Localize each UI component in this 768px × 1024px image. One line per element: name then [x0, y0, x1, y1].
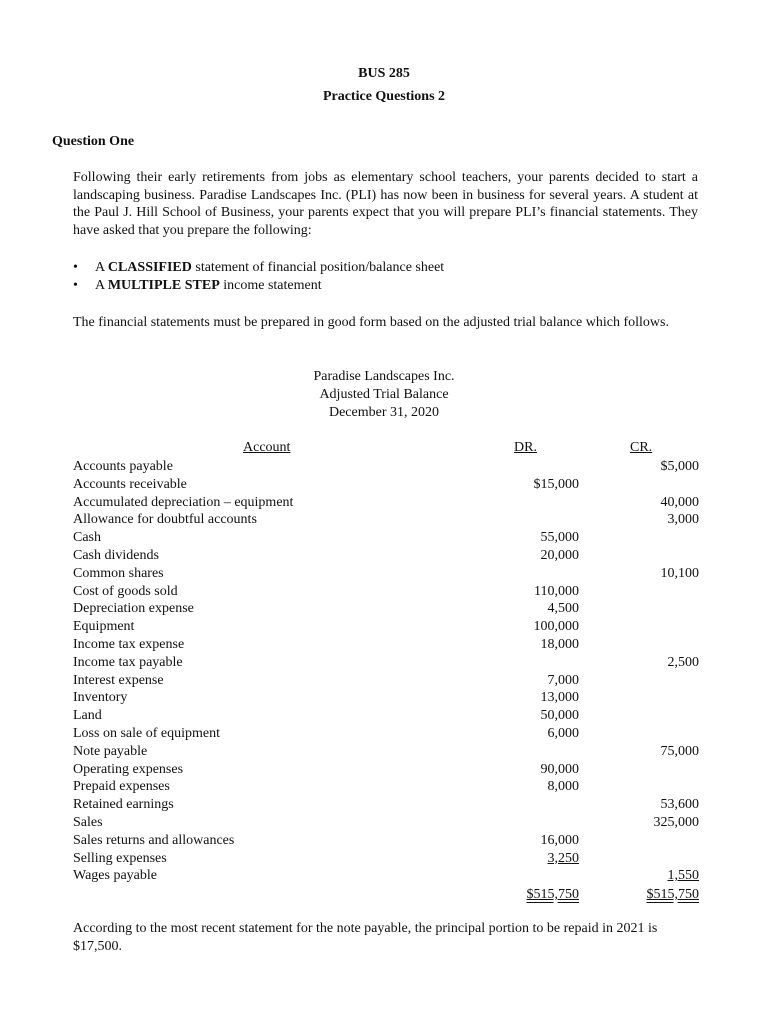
debit-amount: 3,250: [547, 850, 579, 866]
table-row: [73, 778, 699, 796]
account-name: Accounts receivable: [73, 476, 187, 492]
table-row: [73, 832, 699, 850]
account-name: Interest expense: [73, 672, 164, 688]
credit-amount: 3,000: [667, 512, 699, 528]
table-row: [73, 761, 699, 779]
account-name: Retained earnings: [73, 797, 174, 813]
table-row: [73, 743, 699, 761]
credit-amount: 1,550: [667, 868, 699, 884]
credit-amount: 53,600: [660, 797, 699, 813]
account-name: Accumulated depreciation – equipment: [73, 494, 294, 510]
credit-amount: 2,500: [667, 654, 699, 670]
debit-amount: 13,000: [540, 690, 579, 706]
account-name: Accounts payable: [73, 459, 173, 474]
account-name: Common shares: [73, 565, 164, 581]
course-code: BUS 285: [358, 66, 410, 81]
account-name: Cash dividends: [73, 547, 159, 563]
account-name: Land: [73, 708, 102, 724]
debit-amount: 8,000: [547, 779, 579, 795]
account-name: Income tax expense: [73, 636, 185, 652]
debit-amount: 100,000: [533, 619, 579, 635]
total-dr: $515,750: [526, 887, 579, 903]
credit-amount: 40,000: [660, 494, 699, 510]
debit-amount: 4,500: [547, 601, 579, 617]
account-name: Cash: [73, 530, 101, 546]
table-row: [73, 494, 699, 512]
account-name: Sales returns and allowances: [73, 832, 235, 848]
column-header-dr: DR.: [514, 440, 537, 455]
account-name: Cost of goods sold: [73, 583, 178, 599]
account-name: Selling expenses: [73, 850, 167, 866]
table-row: [73, 547, 699, 565]
account-name: Operating expenses: [73, 761, 184, 777]
account-name: Income tax payable: [73, 654, 183, 670]
account-name: Sales: [73, 814, 103, 830]
statement-title: Adjusted Trial Balance: [319, 387, 449, 402]
table-row: [73, 814, 699, 832]
column-header-account: Account: [243, 440, 291, 455]
table-row: [73, 511, 699, 529]
bullet-text-bold: CLASSIFIED: [107, 260, 192, 275]
question-intro: Following their early retirements from jobs as elementary school teachers, your parents decided to start a landscaping business. Paradise Landscapes Inc. (PLI) has now been in business for several years. A student at the Paul J. Hill School of Business, your parents expect that you will prepare PLI’s financial statements. They have asked that you prepare the following:: [73, 170, 698, 238]
credit-amount: 75,000: [660, 743, 699, 759]
debit-amount: 6,000: [547, 725, 579, 741]
account-name: Prepaid expenses: [73, 779, 170, 795]
debit-amount: 18,000: [540, 636, 579, 652]
table-row: [73, 583, 699, 601]
total-cr: $515,750: [646, 887, 699, 903]
account-name: Allowance for doubtful accounts: [73, 512, 257, 528]
table-row: [73, 850, 699, 868]
table-row: [73, 529, 699, 547]
account-name: Note payable: [73, 743, 148, 759]
debit-amount: 90,000: [540, 761, 579, 777]
debit-amount: 20,000: [540, 547, 579, 563]
question-heading: Question One: [52, 134, 135, 149]
debit-amount: 7,000: [547, 672, 579, 688]
account-name: Equipment: [73, 619, 135, 635]
table-row: [73, 672, 699, 690]
account-name: Inventory: [73, 690, 128, 706]
instruction-paragraph: The financial statements must be prepared in good form based on the adjusted trial balance which follows.: [73, 315, 669, 330]
table-header: [73, 440, 699, 458]
statement-date: December 31, 2020: [328, 405, 440, 420]
table-row: [73, 725, 699, 743]
list-item: [73, 259, 444, 277]
table-row: [73, 707, 699, 725]
table-body: [73, 458, 699, 885]
account-name: Loss on sale of equipment: [73, 725, 220, 741]
company-name: Paradise Landscapes Inc.: [313, 369, 455, 384]
table-row: [73, 689, 699, 707]
trial-balance-table: [73, 440, 699, 905]
bullet-text-post: income statement: [219, 278, 322, 293]
debit-amount: 50,000: [540, 708, 579, 724]
bullet-text-pre: A: [95, 278, 108, 293]
table-row: [73, 636, 699, 654]
bullet-icon: •: [73, 278, 78, 293]
table-row: [73, 618, 699, 636]
table-row: [73, 600, 699, 618]
totals-row: [73, 885, 699, 905]
credit-amount: 10,100: [660, 565, 699, 581]
note-paragraph: According to the most recent statement for the note payable, the principal portion to be repaid in 2021 is $17,500.: [73, 921, 658, 954]
table-row: [73, 565, 699, 583]
trial-balance-heading: [0, 368, 768, 422]
debit-amount: 110,000: [534, 583, 579, 599]
account-name: Depreciation expense: [73, 601, 194, 617]
debit-amount: $15,000: [533, 476, 579, 492]
document-subtitle: Practice Questions 2: [322, 89, 446, 104]
debit-amount: 16,000: [540, 832, 579, 848]
bullet-text-post: statement of financial position/balance sheet: [191, 260, 445, 275]
credit-amount: $5,000: [660, 459, 699, 474]
requirements-list: [73, 259, 444, 295]
table-row: [73, 867, 699, 885]
bullet-text-pre: A: [95, 260, 108, 275]
credit-amount: 325,000: [653, 814, 699, 830]
table-row: [73, 458, 699, 476]
bullet-icon: •: [73, 260, 78, 275]
list-item: [73, 277, 444, 295]
table-row: [73, 796, 699, 814]
table-row: [73, 654, 699, 672]
account-name: Wages payable: [73, 868, 157, 884]
bullet-text-bold: MULTIPLE STEP: [107, 278, 220, 293]
debit-amount: 55,000: [540, 530, 579, 546]
table-row: [73, 476, 699, 494]
column-header-cr: CR.: [630, 440, 653, 455]
